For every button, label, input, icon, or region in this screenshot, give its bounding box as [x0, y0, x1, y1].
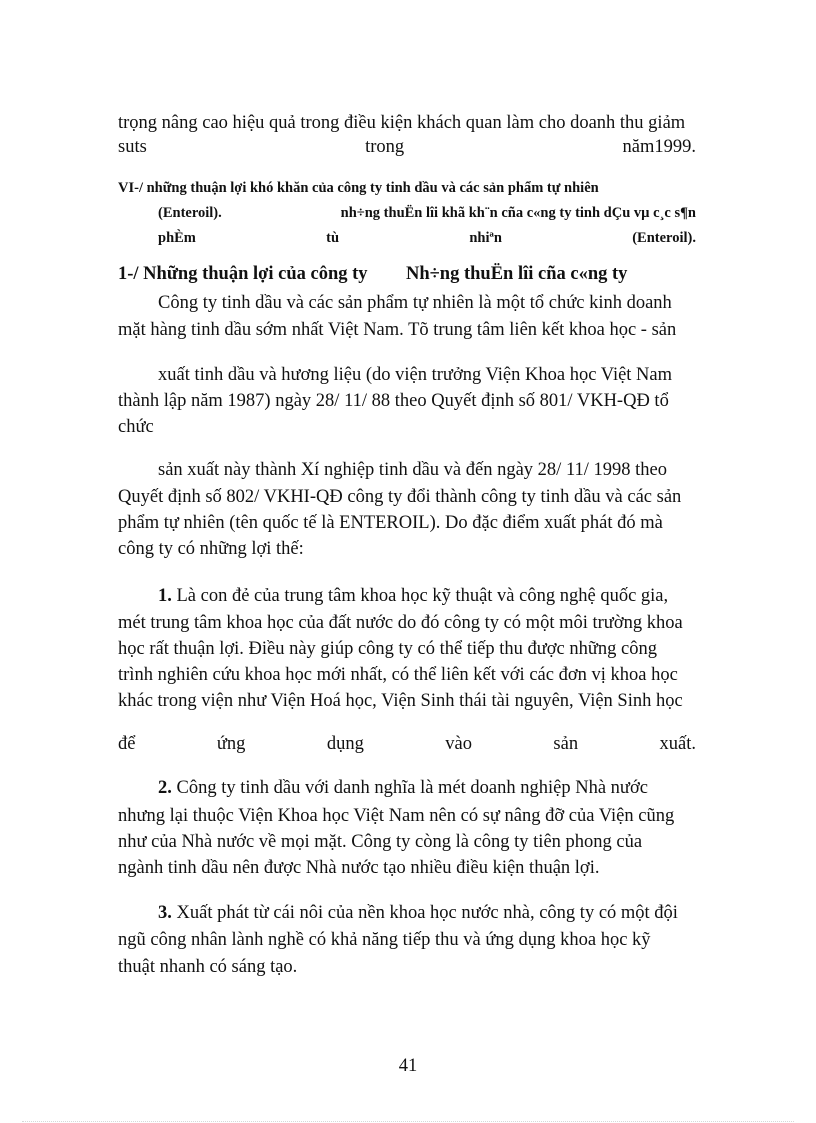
- word: (Enteroil).: [632, 230, 696, 246]
- text-line: thuật nhanh có sáng tạo.: [118, 957, 298, 977]
- text-line: khác trong viện như Viện Hoá học, Viện Sinh thái tài nguyên, Viện Sinh học: [118, 691, 683, 711]
- list-item-text: Xuất phát từ cái nôi của nền khoa học nước nhà, công ty có một đội: [171, 903, 678, 923]
- list-item-first-line: [158, 901, 696, 925]
- subheading-text: 1-/ Những thuận lợi của công ty: [118, 264, 368, 284]
- text-line: [118, 732, 696, 756]
- text-line: nhưng lại thuộc Viện Khoa học Việt Nam nên có sự nâng đỡ của Viện cũng: [118, 806, 675, 826]
- subheading-alt: Nh÷ng thuËn lîi cña c«ng ty: [406, 264, 628, 284]
- text-line: [118, 135, 696, 159]
- word: tù: [326, 230, 340, 246]
- list-item-text: Là con đẻ của trung tâm khoa học kỹ thuật và công nghệ quốc gia,: [171, 586, 669, 606]
- text-line: ngũ công nhân lành nghề có khả năng tiếp thu và ứng dụng khoa học kỹ: [118, 930, 651, 950]
- text-line: Công ty tinh dầu và các sản phẩm tự nhiên là một tổ chức kinh doanh: [158, 293, 672, 313]
- word: năm1999.: [622, 137, 696, 157]
- word: nh÷ng thuËn lîi khã kh¨n cña c«ng ty tinh dÇu vµ c¸c s¶n: [340, 205, 696, 221]
- text-line: mét trung tâm khoa học của đất nước do đó công ty có một môi trường khoa: [118, 613, 683, 633]
- word: (Enteroil).: [158, 205, 222, 221]
- text-line: ngành tinh dầu nên được Nhà nước tạo nhiều điều kiện thuận lợi.: [118, 858, 600, 878]
- text-line: sản xuất này thành Xí nghiệp tinh dầu và đến ngày 28/ 11/ 1998 theo: [158, 460, 667, 480]
- word: suts: [118, 137, 147, 157]
- text-line: như của Nhà nước về mọi mặt. Công ty còng là công ty tiên phong của: [118, 832, 643, 852]
- word: ứng: [216, 734, 246, 754]
- list-number: 1.: [158, 586, 172, 606]
- list-number: 2.: [158, 778, 172, 798]
- page-number: 41: [398, 1056, 418, 1076]
- section-heading: VI-/ những thuận lợi khó khăn của công ty tinh dầu và các sản phẩm tự nhiên: [118, 180, 599, 196]
- list-item-first-line: [158, 776, 696, 800]
- text-line: học rất thuận lợi. Điều này giúp công ty có thể tiếp thu được những công: [118, 639, 658, 659]
- word: dụng: [326, 734, 364, 754]
- page-bottom-edge: [22, 1121, 794, 1122]
- text-line: trình nghiên cứu khoa học mới nhất, có thể liên kết với các đơn vị khoa học: [118, 665, 678, 685]
- word: nhiªn: [469, 230, 502, 246]
- text-line: công ty có những lợi thế:: [118, 539, 304, 559]
- text-line: phẩm tự nhiên (tên quốc tế là ENTEROIL). Do đặc điểm xuất phát đó mà: [118, 513, 663, 533]
- text-line: trọng nâng cao hiệu quả trong điều kiện khách quan làm cho doanh thu giảm: [118, 113, 686, 133]
- word: phÈm: [158, 230, 196, 246]
- text-line: thành lập năm 1987) ngày 28/ 11/ 88 theo Quyết định số 801/ VKH-QĐ tổ: [118, 391, 669, 411]
- section-heading-line: [158, 226, 696, 250]
- text-line: mặt hàng tinh dầu sớm nhất Việt Nam. Tõ trung tâm liên kết khoa học - sản: [118, 320, 677, 340]
- word: để: [118, 734, 136, 754]
- word: xuất.: [659, 734, 696, 754]
- subheading: [118, 262, 696, 286]
- word: sản: [553, 734, 579, 754]
- list-item-text: Công ty tinh dầu với danh nghĩa là mét doanh nghiệp Nhà nước: [171, 778, 648, 798]
- word: vào: [445, 734, 472, 754]
- word: trong: [365, 137, 405, 157]
- list-item-first-line: [158, 584, 696, 608]
- list-number: 3.: [158, 903, 172, 923]
- text-line: xuất tinh dầu và hương liệu (do viện trưởng Viện Khoa học Việt Nam: [158, 365, 673, 385]
- text-line: chức: [118, 417, 154, 437]
- section-heading-line: [158, 201, 696, 225]
- text-line: Quyết định số 802/ VKHI-QĐ công ty đổi thành công ty tinh dầu và các sản: [118, 487, 682, 507]
